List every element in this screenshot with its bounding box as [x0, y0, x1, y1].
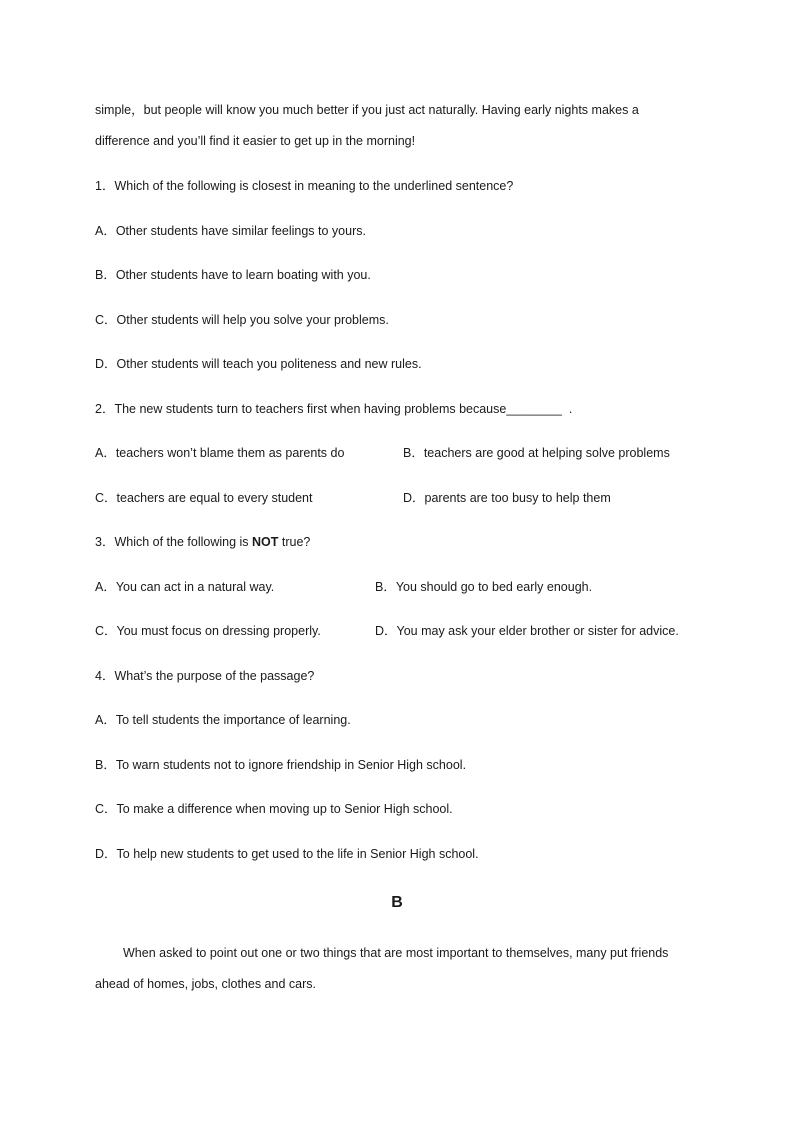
q2-option-c: C．teachers are equal to every student [95, 491, 313, 505]
q4-option-b: B．To warn students not to ignore friendship in Senior High school. [95, 758, 467, 772]
q3-option-a: A．You can act in a natural way. [95, 580, 275, 594]
q2-stem: 2．The new students turn to teachers first when having problems because [95, 402, 507, 416]
q1-option-c: C．Other students will help you solve your problems. [95, 313, 389, 327]
q1-option-d: D．Other students will teach you politeness and new rules. [95, 357, 422, 371]
q4-option-a: A．To tell students the importance of learning. [95, 713, 351, 727]
q3-option-d: D．You may ask your elder brother or sister for advice. [375, 624, 679, 638]
q2-option-b: B．teachers are good at helping solve problems [403, 446, 670, 460]
passage-line-2: difference and you’ll find it easier to get up in the morning! [95, 134, 416, 148]
q4-option-c: C．To make a difference when moving up to Senior High school. [95, 802, 453, 816]
q3-option-b: B．You should go to bed early enough. [375, 580, 593, 594]
question-4: 4．What’s the purpose of the passage? [95, 669, 315, 683]
q2-option-d: D．parents are too busy to help them [403, 491, 611, 505]
q3-stem: 3．Which of the following is [95, 535, 253, 549]
section-b-paragraph-line-1: When asked to point out one or two things that are most important to themselves, many put friends [123, 946, 669, 960]
q3-stem-end: true? [278, 535, 311, 549]
q1-option-b: B．Other students have to learn boating with you. [95, 268, 371, 282]
passage-line-1: simple，but people will know you much better if you just act naturally. Having early nights makes a [95, 103, 639, 117]
section-b-heading: B [391, 894, 403, 911]
q1-option-a: A．Other students have similar feelings to yours. [95, 224, 366, 238]
q4-option-d: D．To help new students to get used to the life in Senior High school. [95, 847, 479, 861]
question-2 [95, 401, 572, 417]
section-b-paragraph-line-2: ahead of homes, jobs, clothes and cars. [95, 977, 316, 991]
q2-option-a: A．teachers won’t blame them as parents do [95, 446, 345, 460]
q3-emphasis: NOT [252, 535, 279, 549]
q2-answer-blank: ________ [506, 402, 562, 416]
question-1: 1．Which of the following is closest in meaning to the underlined sentence? [95, 179, 514, 193]
q3-option-c: C．You must focus on dressing properly. [95, 624, 321, 638]
q2-stem-end: . [561, 402, 573, 416]
question-3 [95, 534, 310, 550]
